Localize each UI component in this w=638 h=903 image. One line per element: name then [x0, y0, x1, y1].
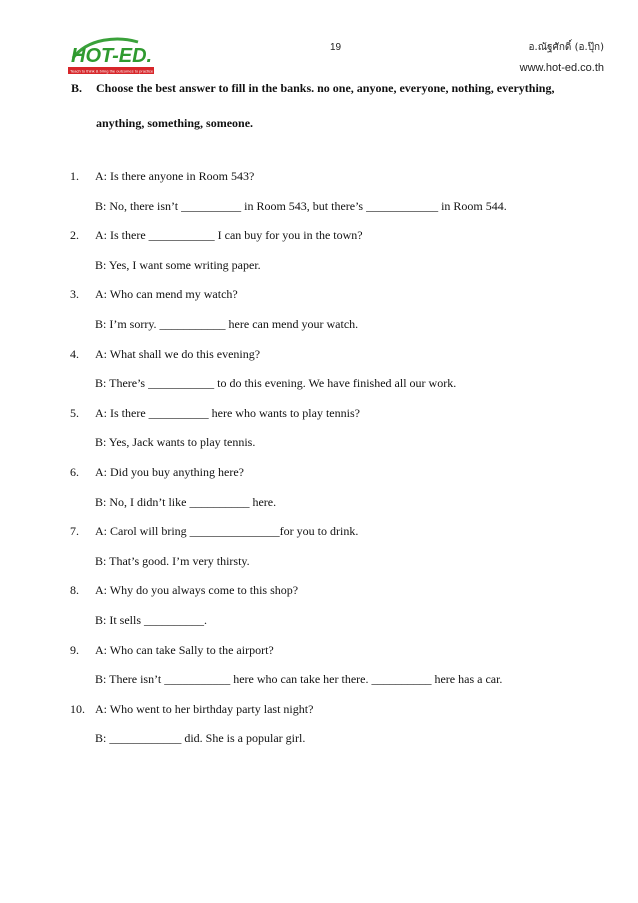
- instructions: [71, 81, 601, 151]
- question-number: 4.: [70, 346, 79, 361]
- question-2-b: B: Yes, I want some writing paper.: [95, 257, 261, 272]
- question-6-b: B: No, I didn’t like __________ here.: [95, 494, 277, 509]
- question-1-b: B: No, there isn’t __________ in Room 543, but there’s ____________ in Room 544.: [95, 198, 507, 213]
- question-number: 8.: [70, 583, 79, 598]
- question-number: 1.: [70, 169, 79, 183]
- page-number: 19: [330, 42, 342, 53]
- question-9-b: B: There isn’t ___________ here who can take her there. __________ here has a car.: [95, 672, 503, 687]
- instructions-line-1: Choose the best answer to fill in the banks. no one, anyone, everyone, nothing, everything,: [96, 81, 555, 95]
- question-5-b: B: Yes, Jack wants to play tennis.: [95, 435, 256, 450]
- question-prompt: A: Who went to her birthday party last night?: [95, 701, 314, 716]
- question-prompt: A: Who can mend my watch?: [95, 287, 238, 302]
- question-prompt: A: What shall we do this evening?: [95, 346, 261, 361]
- question-3-b: B: I’m sorry. ___________ here can mend your watch.: [95, 316, 359, 331]
- question-number: 2.: [70, 228, 79, 243]
- question-4-b: B: There’s ___________ to do this evening. We have finished all our work.: [95, 376, 457, 391]
- instructions-line-2: anything, something, someone.: [96, 116, 254, 130]
- question-8-a: [70, 584, 610, 614]
- question-number: 10.: [70, 701, 85, 716]
- logo-wordmark: HOT-ED.: [71, 45, 153, 67]
- question-5-a: [70, 407, 610, 437]
- question-7-b: B: That’s good. I’m very thirsty.: [95, 553, 250, 568]
- question-prompt: A: Carol will bring _______________for you to drink.: [95, 524, 359, 539]
- question-4-a: [70, 348, 610, 378]
- question-prompt: A: Why do you always come to this shop?: [95, 583, 299, 598]
- question-prompt: A: Is there anyone in Room 543?: [95, 169, 255, 183]
- question-prompt: A: Is there __________ here who wants to play tennis?: [95, 405, 360, 420]
- question-6-a: [70, 466, 610, 496]
- author-label: อ.ณัฐศักดิ์ (อ.ปุ๊ก): [528, 42, 604, 53]
- question-7-a: [70, 525, 610, 555]
- question-8-b: B: It sells __________.: [95, 612, 208, 627]
- section-label: B.: [71, 81, 83, 95]
- question-number: 9.: [70, 642, 79, 657]
- question-2-a: [70, 229, 610, 259]
- question-number: 5.: [70, 405, 79, 420]
- question-3-a: [70, 288, 610, 318]
- question-list: [70, 170, 610, 762]
- question-9-a: [70, 644, 610, 674]
- website-label: www.hot-ed.co.th: [519, 62, 604, 74]
- question-prompt: A: Did you buy anything here?: [95, 464, 244, 479]
- question-10-a: [70, 703, 610, 733]
- logo-tagline: Teach to think & bring the outcomes to practice: [70, 68, 154, 74]
- question-number: 6.: [70, 464, 79, 479]
- question-1-a: [70, 170, 610, 200]
- question-prompt: A: Is there ___________ I can buy for you in the town?: [95, 228, 363, 243]
- question-10-b: B: ____________ did. She is a popular girl.: [95, 731, 306, 746]
- question-number: 3.: [70, 287, 79, 302]
- question-number: 7.: [70, 524, 79, 539]
- question-prompt: A: Who can take Sally to the airport?: [95, 642, 274, 657]
- hot-ed-logo: [68, 36, 164, 76]
